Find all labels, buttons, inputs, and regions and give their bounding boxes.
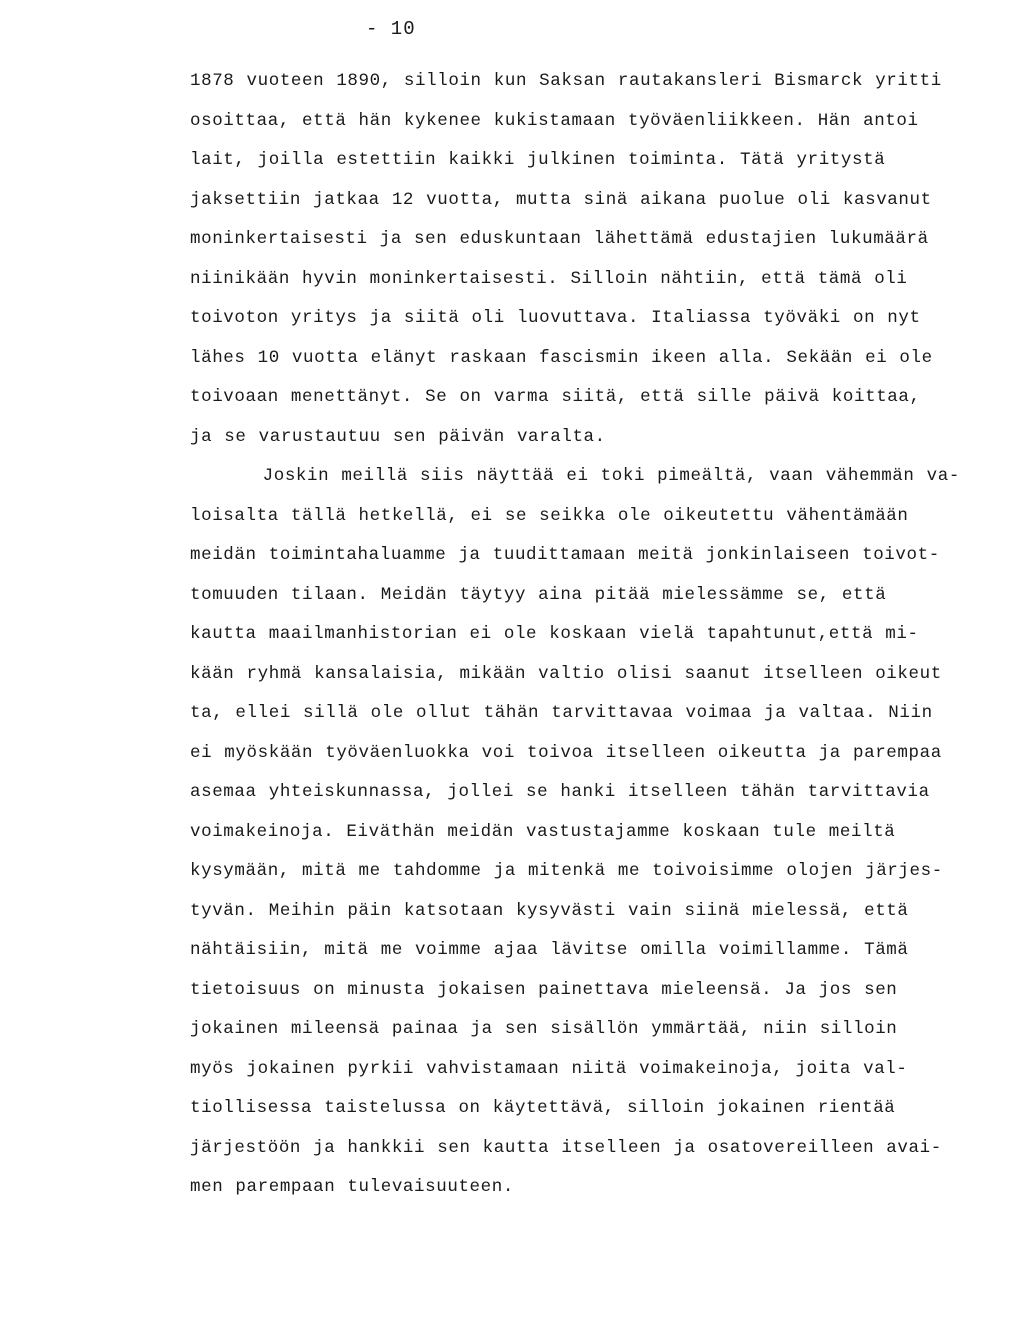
text-line: tietoisuus on minusta jokaisen painettava mieleensä. Ja jos sen xyxy=(190,979,898,1000)
text-line: Joskin meillä siis näyttää ei toki pimeältä, vaan vähemmän va- xyxy=(190,466,960,486)
text-line: tyvän. Meihin päin katsotaan kysyvästi vain siinä mielessä, että xyxy=(190,900,909,921)
text-line: lait, joilla estettiin kaikki julkinen toiminta. Tätä yritystä xyxy=(190,150,886,170)
text-line: kysymään, mitä me tahdomme ja mitenkä me toivoisimme olojen järjes- xyxy=(190,861,943,881)
text-line: moninkertaisesti ja sen eduskuntaan lähettämä edustajien lukumäärä xyxy=(190,229,929,249)
text-line: loisalta tällä hetkellä, ei se seikka ole oikeutettu vähentämään xyxy=(190,505,909,526)
text-line: kään ryhmä kansalaisia, mikään valtio olisi saanut itselleen oikeut xyxy=(190,663,942,684)
text-line: tiollisessa taistelussa on käytettävä, silloin jokainen rientää xyxy=(190,1098,896,1118)
text-line: myös jokainen pyrkii vahvistamaan niitä voimakeinoja, joita val- xyxy=(190,1058,908,1079)
text-line: niinikään hyvin moninkertaisesti. Silloin nähtiin, että tämä oli xyxy=(190,268,908,289)
text-line: kautta maailmanhistorian ei ole koskaan vielä tapahtunut,että mi- xyxy=(190,624,919,644)
text-line: toivoton yritys ja siitä oli luovuttava. Italiassa työväki on nyt xyxy=(190,308,921,328)
text-line: jokainen mileensä painaa ja sen sisällön ymmärtää, niin silloin xyxy=(190,1019,898,1039)
text-line: osoittaa, että hän kykenee kukistamaan työväenliikkeen. Hän antoi xyxy=(190,110,919,131)
text-line: ta, ellei sillä ole ollut tähän tarvittavaa voimaa ja valtaa. Niin xyxy=(190,703,933,723)
text-line: lähes 10 vuotta elänyt raskaan fascismin ikeen alla. Sekään ei ole xyxy=(190,347,933,368)
text-line: ja se varustautuu sen päivän varalta. xyxy=(190,426,606,447)
text-line: men parempaan tulevaisuuteen. xyxy=(190,1177,514,1197)
text-line: järjestöön ja hankkii sen kautta itselleen ja osatovereilleen avai- xyxy=(190,1137,942,1158)
text-line: tomuuden tilaan. Meidän täytyy aina pitää mielessämme se, että xyxy=(190,584,887,605)
text-line: meidän toimintahaluamme ja tuudittamaan meitä jonkinlaiseen toivot- xyxy=(190,545,940,565)
text-line: toivoaan menettänyt. Se on varma siitä, että sille päivä koittaa, xyxy=(190,387,921,407)
text-line: voimakeinoja. Eiväthän meidän vastustajamme koskaan tule meiltä xyxy=(190,821,896,842)
text-line: jaksettiin jatkaa 12 vuotta, mutta sinä aikana puolue oli kasvanut xyxy=(190,189,932,210)
body-text xyxy=(190,62,990,1208)
text-line: nähtäisiin, mitä me voimme ajaa lävitse omilla voimillamme. Tämä xyxy=(190,940,909,960)
page-number: - 10 xyxy=(366,18,416,40)
text-line: ei myöskään työväenluokka voi toivoa itselleen oikeutta ja parempaa xyxy=(190,742,942,763)
text-line: 1878 vuoteen 1890, silloin kun Saksan rautakansleri Bismarck yritti xyxy=(190,71,942,91)
text-line: asemaa yhteiskunnassa, jollei se hanki itselleen tähän tarvittavia xyxy=(190,782,930,802)
